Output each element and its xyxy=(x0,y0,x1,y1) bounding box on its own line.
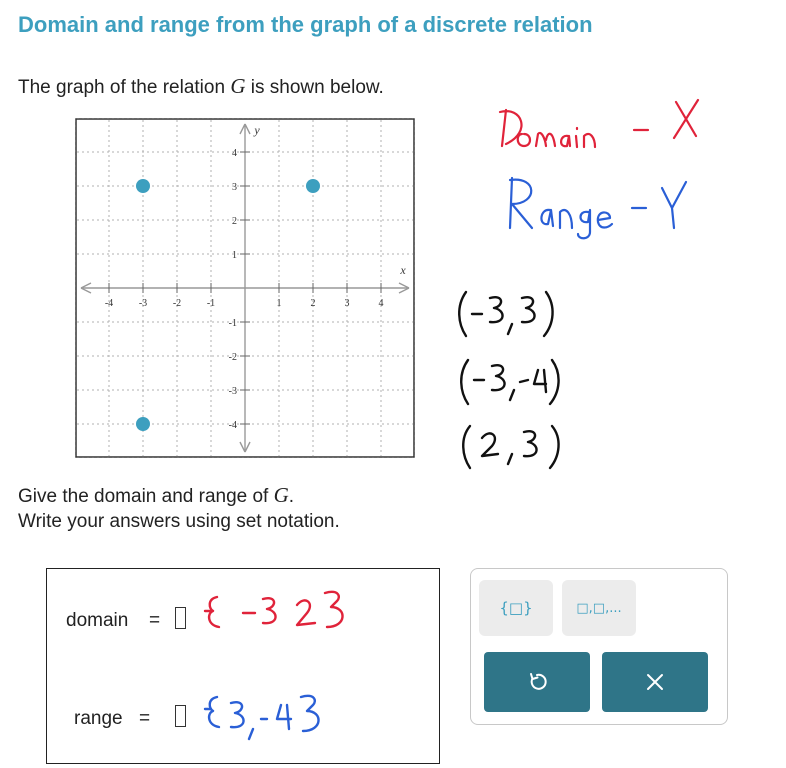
domain-equals: = xyxy=(149,610,161,631)
y-axis-label: y xyxy=(254,123,260,137)
y-tick-label: 1 xyxy=(232,250,237,261)
list-separator-button[interactable]: □,□,... xyxy=(562,580,636,636)
undo-button[interactable] xyxy=(484,652,590,712)
page-title: Domain and range from the graph of a discrete relation xyxy=(18,12,593,37)
domain-input[interactable] xyxy=(175,607,186,629)
x-tick-label: 1 xyxy=(276,298,282,309)
data-point xyxy=(136,417,150,431)
close-icon xyxy=(644,671,666,693)
range-label: range xyxy=(74,708,123,729)
x-tick-label: 3 xyxy=(344,298,350,309)
x-tick-label: 2 xyxy=(310,298,316,309)
note-domain-x xyxy=(500,100,698,147)
y-tick-label: 3 xyxy=(232,182,237,193)
note-points xyxy=(459,292,558,468)
range-input[interactable] xyxy=(175,705,186,727)
undo-icon xyxy=(525,670,549,694)
intro-text-before: The graph of the relation xyxy=(18,77,231,98)
y-tick-label: -3 xyxy=(228,386,237,397)
instruction-text: Write your answers using set notation. xyxy=(18,511,340,532)
range-equals: = xyxy=(139,708,151,729)
y-tick-label: -1 xyxy=(228,318,237,329)
range-ink-annotation xyxy=(197,685,397,755)
clear-button[interactable] xyxy=(602,652,708,712)
answer-box xyxy=(46,568,440,764)
y-tick-label: -2 xyxy=(228,352,237,363)
question-relation-name: G xyxy=(273,483,289,507)
question-text-before: Give the domain and range of xyxy=(18,486,274,507)
math-tool-panel xyxy=(470,568,728,725)
x-tick-label: -1 xyxy=(206,298,216,309)
domain-label: domain xyxy=(66,610,129,631)
data-point xyxy=(136,179,150,193)
x-tick-label: -3 xyxy=(138,298,148,309)
y-tick-label: -4 xyxy=(228,420,237,431)
question-text xyxy=(18,483,294,508)
relation-name: G xyxy=(230,74,246,98)
x-tick-label: -2 xyxy=(172,298,182,309)
x-tick-label: -4 xyxy=(104,298,114,309)
data-point xyxy=(306,179,320,193)
set-braces-button[interactable]: {□} xyxy=(479,580,553,636)
question-text-after: . xyxy=(288,486,295,507)
note-range-y xyxy=(510,178,686,238)
handwritten-notes xyxy=(440,92,760,472)
domain-ink-annotation xyxy=(197,583,397,643)
intro-text-after: is shown below. xyxy=(245,77,384,98)
problem-intro xyxy=(18,74,384,99)
x-axis-label: x xyxy=(400,263,406,277)
relation-graph xyxy=(75,118,415,458)
y-tick-label: 2 xyxy=(232,216,237,227)
y-tick-label: 4 xyxy=(232,148,237,159)
graph-canvas xyxy=(75,118,415,458)
x-tick-label: 4 xyxy=(378,298,384,309)
